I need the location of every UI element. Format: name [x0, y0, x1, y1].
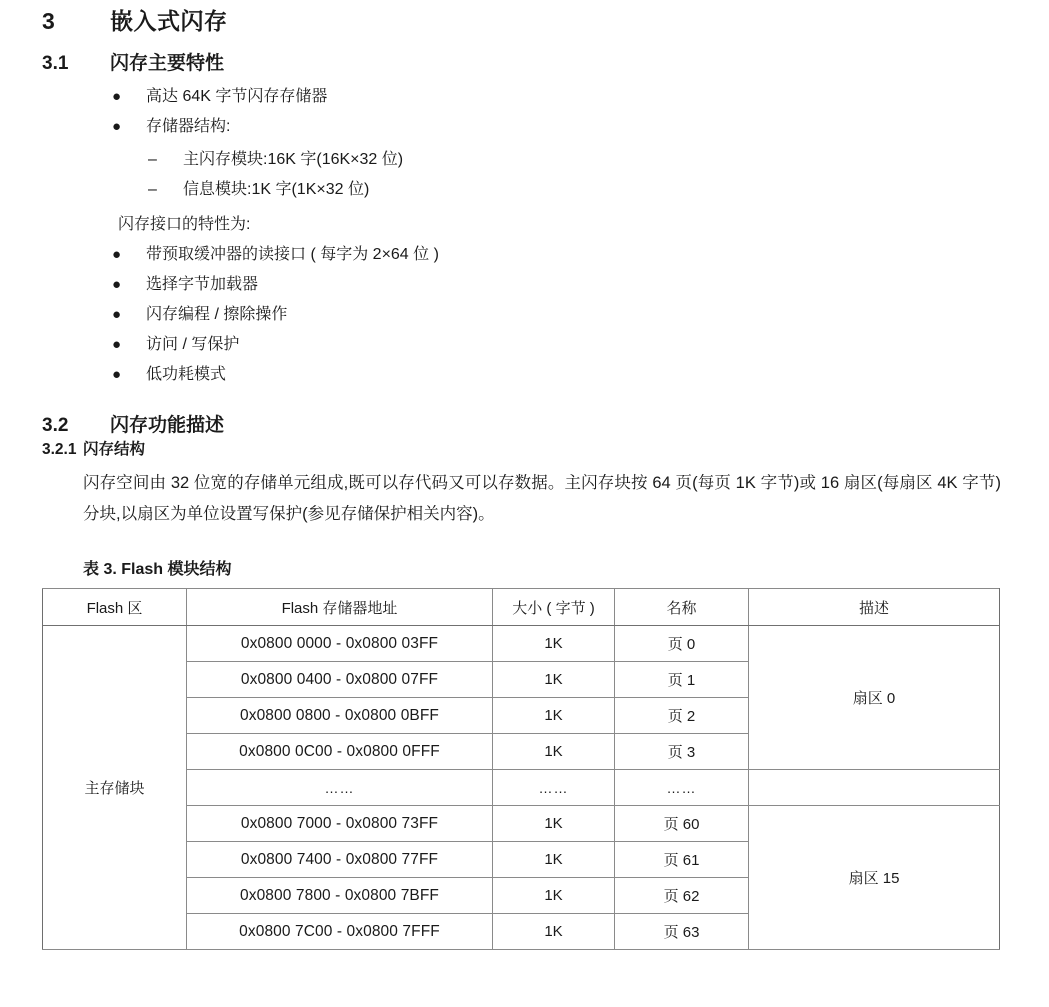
cell-size: 1K [493, 662, 615, 698]
cell-sector-first: 扇区 0 [749, 626, 1000, 770]
bullet-dot-icon: ● [112, 336, 122, 353]
dash-marker-icon: – [148, 151, 157, 168]
column-header-address: Flash 存储器地址 [187, 589, 493, 626]
cell-address: 0x0800 7800 - 0x0800 7BFF [187, 878, 493, 914]
interface-bullet-4 [112, 331, 239, 354]
table-caption: 表 3. Flash 模块结构 [83, 561, 232, 578]
column-header-size: 大小 ( 字节 ) [493, 589, 615, 626]
section-number-3-2-1: 3.2.1 [42, 441, 77, 458]
section-heading-3-1 [42, 48, 224, 75]
cell-size: 1K [493, 878, 615, 914]
flash-structure-table [42, 588, 1000, 950]
section-number-3-1: 3.1 [42, 53, 69, 74]
cell-name: 页 0 [615, 626, 749, 662]
cell-address: 0x0800 7C00 - 0x0800 7FFF [187, 914, 493, 950]
cell-address: 0x0800 0400 - 0x0800 07FF [187, 662, 493, 698]
cell-address: 0x0800 0C00 - 0x0800 0FFF [187, 734, 493, 770]
dash-marker-icon: – [148, 181, 157, 198]
interface-bullet-3 [112, 301, 287, 324]
interface-bullet-1-text: 带预取缓冲器的读接口 ( 每字为 2×64 位 ) [146, 246, 439, 263]
feature-subbullet-1-text: 主闪存模块:16K 字(16K×32 位) [183, 151, 404, 168]
cell-name: 页 1 [615, 662, 749, 698]
cell-sector-middle [749, 770, 1000, 806]
structure-paragraph: 闪存空间由 32 位宽的存储单元组成,既可以存代码又可以存数据。主闪存块按 64 页(每页 1K 字节)或 16 扇区(每扇区 4K 字节)分块,以扇区为单位设置写保护(参见存储保护相关内容)。 [83, 474, 1001, 523]
cell-size-ellipsis: …… [493, 770, 615, 806]
cell-address: 0x0800 7000 - 0x0800 73FF [187, 806, 493, 842]
interface-bullet-4-text: 访问 / 写保护 [146, 336, 240, 353]
chapter-title: 嵌入式闪存 [110, 8, 228, 34]
feature-bullet-2 [112, 113, 230, 136]
cell-size: 1K [493, 842, 615, 878]
interface-bullet-2-text: 选择字节加载器 [146, 276, 259, 293]
cell-address: 0x0800 7400 - 0x0800 77FF [187, 842, 493, 878]
column-header-name: 名称 [615, 589, 749, 626]
interface-lead-text: 闪存接口的特性为: [118, 216, 251, 233]
cell-main-block-label: 主存储块 [43, 626, 187, 950]
cell-name: 页 3 [615, 734, 749, 770]
interface-bullet-2 [112, 271, 258, 294]
chapter-heading [42, 3, 228, 36]
bullet-dot-icon: ● [112, 366, 122, 383]
cell-size: 1K [493, 806, 615, 842]
cell-size: 1K [493, 626, 615, 662]
interface-bullet-3-text: 闪存编程 / 擦除操作 [146, 306, 288, 323]
cell-size: 1K [493, 734, 615, 770]
cell-name-ellipsis: …… [615, 770, 749, 806]
interface-bullet-1 [112, 241, 439, 264]
feature-bullet-2-text: 存储器结构: [146, 118, 231, 135]
bullet-dot-icon: ● [112, 88, 122, 105]
feature-bullet-1 [112, 83, 327, 106]
cell-size: 1K [493, 698, 615, 734]
table-header-row [43, 589, 1000, 626]
cell-address-ellipsis: …… [187, 770, 493, 806]
feature-bullet-1-text: 高达 64K 字节闪存存储器 [146, 88, 328, 105]
cell-address: 0x0800 0800 - 0x0800 0BFF [187, 698, 493, 734]
section-title-3-1: 闪存主要特性 [110, 53, 225, 74]
bullet-dot-icon: ● [112, 118, 122, 135]
cell-name: 页 2 [615, 698, 749, 734]
column-header-flash-area: Flash 区 [43, 589, 187, 626]
feature-subbullet-1 [148, 146, 403, 169]
cell-name: 页 62 [615, 878, 749, 914]
chapter-number: 3 [42, 8, 56, 34]
table-row [43, 806, 1000, 842]
cell-sector-last: 扇区 15 [749, 806, 1000, 950]
bullet-dot-icon: ● [112, 306, 122, 323]
section-heading-3-2-1 [42, 437, 145, 459]
feature-subbullet-2-text: 信息模块:1K 字(1K×32 位) [183, 181, 370, 198]
section-number-3-2: 3.2 [42, 415, 69, 436]
section-heading-3-2 [42, 410, 224, 437]
interface-bullet-5-text: 低功耗模式 [146, 366, 227, 383]
table-row-ellipsis [43, 770, 1000, 806]
cell-address: 0x0800 0000 - 0x0800 03FF [187, 626, 493, 662]
column-header-description: 描述 [749, 589, 1000, 626]
cell-name: 页 60 [615, 806, 749, 842]
flash-structure-table-wrapper [42, 588, 999, 950]
section-title-3-2-1: 闪存结构 [83, 441, 146, 458]
cell-size: 1K [493, 914, 615, 950]
bullet-dot-icon: ● [112, 246, 122, 263]
interface-bullet-5 [112, 361, 226, 384]
cell-name: 页 61 [615, 842, 749, 878]
section-title-3-2: 闪存功能描述 [110, 415, 225, 436]
feature-subbullet-2 [148, 176, 369, 199]
cell-name: 页 63 [615, 914, 749, 950]
table-row [43, 626, 1000, 662]
bullet-dot-icon: ● [112, 276, 122, 293]
